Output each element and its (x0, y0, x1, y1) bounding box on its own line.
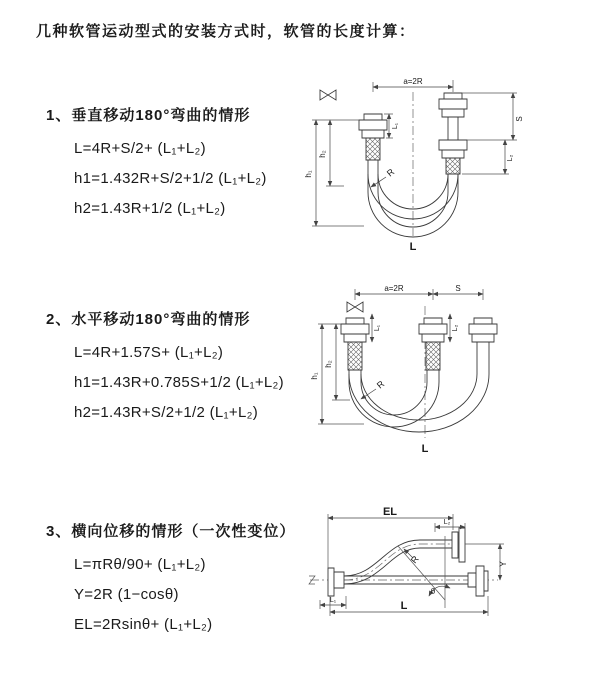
formula-line: L=4R+S/2+ (L₁+L₂) (74, 140, 206, 157)
formula-line: L=πRθ/90+ (L₁+L₂) (74, 556, 206, 573)
formula-line: L=4R+1.57S+ (L₁+L₂) (74, 344, 224, 361)
dim-label-s: S (455, 284, 461, 293)
hose-end-fitting-left (359, 114, 387, 160)
diagram-lateral-displacement (298, 496, 566, 654)
radius-leader (361, 378, 387, 399)
dim-label-h1: h₁ (310, 372, 319, 380)
length-label: L (421, 443, 429, 455)
valve-icon (320, 90, 336, 100)
dim-label-el: EL (382, 506, 398, 518)
section-vertical-movement (46, 104, 267, 224)
angle-label: θ (430, 587, 436, 596)
dimension-l1 (320, 596, 346, 609)
dim-label-l2: L₂ (443, 519, 451, 526)
dimension-h1 (304, 120, 364, 226)
braid-section (426, 342, 440, 370)
hose-end-fitting-right-lower (439, 117, 467, 174)
dim-label-a2r: a=2R (403, 77, 423, 86)
dimension-l2 (450, 314, 459, 342)
dim-label-h1: h₁ (304, 170, 313, 178)
braid-section (366, 138, 380, 160)
section-horizontal-movement (46, 308, 284, 428)
radius-label: R (408, 553, 421, 566)
length-label: L (400, 600, 408, 612)
section-3-heading: 3、横向位移的情形（一次性变位） (46, 523, 296, 540)
section-lateral-displacement (46, 520, 295, 640)
hose-end-fitting-right-upper (439, 93, 467, 117)
dim-label-l1: L₁ (329, 597, 337, 604)
dimension-l1 (372, 314, 381, 342)
formula-line: h2=1.43R+S/2+1/2 (L₁+L₂) (74, 404, 259, 421)
section-2-heading: 2、水平移动180°弯曲的情形 (46, 311, 251, 328)
braid-section (446, 158, 460, 174)
formula-line: h1=1.43R+0.785S+1/2 (L₁+L₂) (74, 374, 284, 391)
dim-label-s: S (515, 116, 524, 122)
dimension-h2 (318, 120, 344, 186)
dimension-a-2r (355, 284, 433, 300)
dim-label-l2: L₂ (452, 324, 459, 332)
dim-label-h2: h₂ (318, 150, 327, 158)
diagram-vertical-180-bend (300, 74, 535, 262)
radius-leader (371, 166, 397, 187)
dim-label-l1: L₁ (392, 122, 399, 130)
hose-end-fitting-middle (419, 318, 447, 370)
dimension-l2 (462, 140, 514, 174)
formula-line: h2=1.43R+1/2 (L₁+L₂) (74, 200, 226, 217)
dim-label-h2: h₂ (324, 360, 333, 368)
hose-curves (349, 342, 489, 432)
dim-label-a2r: a=2R (384, 284, 404, 293)
dim-label-l1: L₁ (374, 324, 381, 332)
formula-line: Y=2R (1−cosθ) (74, 586, 179, 603)
dim-label-l2: L₂ (507, 154, 514, 162)
hose-curved (344, 540, 452, 584)
flange-left (328, 568, 344, 596)
dimension-stroke-s (462, 93, 524, 140)
dim-label-y: Y (498, 560, 508, 568)
formula-line: EL=2Rsinθ+ (L₁+L₂) (74, 616, 213, 633)
dimension-stroke-s (433, 284, 483, 300)
section-1-heading: 1、垂直移动180°弯曲的情形 (46, 107, 251, 124)
curve-centerline (344, 544, 452, 580)
valve-icon (347, 302, 363, 312)
flange-right (468, 566, 488, 596)
length-label: L (409, 241, 417, 253)
braid-section (348, 342, 362, 370)
hose-end-fitting-left (341, 318, 369, 370)
page-title: 几种软管运动型式的安装方式时，软管的长度计算： (36, 23, 416, 40)
radius-label: R (384, 166, 397, 179)
hose-end-fitting-right (469, 318, 497, 342)
dimension-length (330, 596, 488, 616)
dimension-el (328, 506, 453, 568)
dimension-a-2r (373, 77, 453, 92)
flange-upper (452, 528, 465, 562)
formula-line: h1=1.432R+S/2+1/2 (L₁+L₂) (74, 170, 267, 187)
diagram-horizontal-180-bend (306, 282, 554, 460)
radius-label: R (374, 378, 387, 391)
